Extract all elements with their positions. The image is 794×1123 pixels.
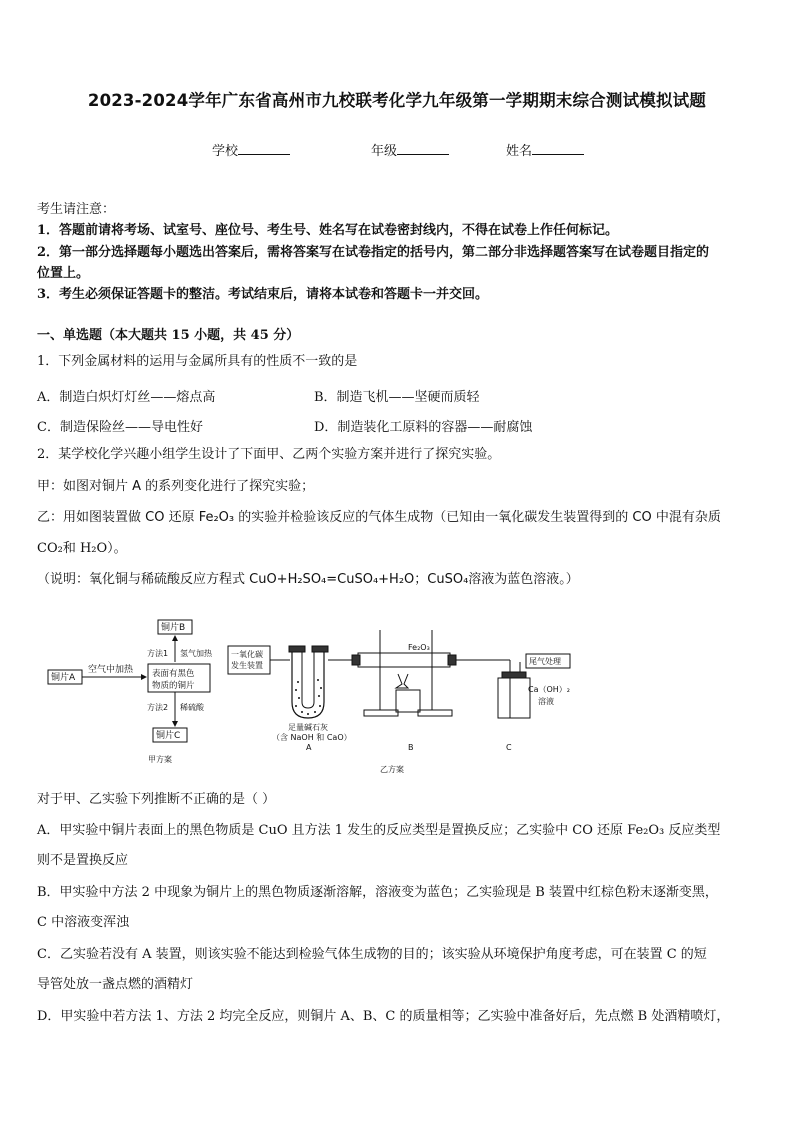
experiment-figure [40, 606, 580, 782]
limewater-bottle [498, 678, 530, 718]
co-generator-label-1: 一氧化碳 [231, 650, 263, 659]
soda-lime-label-1: 足量碱石灰 [288, 723, 328, 732]
notice-heading: 考生请注意： [37, 202, 116, 217]
reaction-tube-b [358, 653, 450, 667]
q1-option-c: C．制造保险丝——导电性好 [37, 420, 203, 435]
q2-option-d-1: D．甲实验中若方法 1、方法 2 均完全反应，则铜片 A、B、C 的质量相等；乙实验中准备好后，先点燃 B 处酒精喷灯， [37, 1009, 730, 1024]
method2-label: 方法2 [147, 703, 169, 712]
exam-title: 2023-2024学年广东省高州市九校联考化学九年级第一学期期末综合测试模拟试题 [87, 91, 707, 110]
apparatus-b-label: B [408, 743, 414, 752]
name-field [506, 140, 584, 159]
notice-item-2-cont: 位置上。 [37, 266, 90, 281]
q2-question: 对于甲、乙实验下列推断不正确的是（ ） [37, 792, 276, 807]
yi-caption: 乙方案 [380, 765, 404, 774]
q2-stem: 2．某学校化学兴趣小组学生设计了下面甲、乙两个实验方案并进行了探究实验。 [37, 447, 501, 462]
name-blank[interactable] [532, 142, 584, 155]
q1-option-a: A．制造白炽灯灯丝——熔点高 [37, 390, 216, 405]
air-heat-label: 空气中加热 [88, 665, 134, 675]
q2-yi-2: CO₂和 H₂O）。 [37, 541, 127, 556]
q2-option-a-1: A．甲实验中铜片表面上的黑色物质是 CuO 且方法 1 发生的反应类型是置换反应；乙实验中 CO 还原 Fe₂O₃ 反应类型 [37, 823, 721, 838]
school-label: 学校 [212, 144, 239, 159]
alcohol-burner [396, 690, 420, 712]
copper-b-label: 铜片B [161, 623, 186, 633]
section-heading: 一、单选题（本大题共 15 小题，共 45 分） [37, 328, 300, 343]
apparatus-a-label: A [306, 743, 312, 752]
name-label: 姓名 [506, 144, 533, 159]
q2-option-b-1: B．甲实验中方法 2 中现象为铜片上的黑色物质逐渐溶解，溶液变为蓝色；乙实验现是 B 装置中红棕色粉末逐渐变黑， [37, 885, 718, 900]
q1-option-d: D．制造装化工原料的容器——耐腐蚀 [314, 420, 533, 435]
q1-stem: 1．下列金属材料的运用与金属所具有的性质不一致的是 [37, 354, 358, 369]
dilute-acid-label: 稀硫酸 [180, 703, 204, 712]
black-copper-label-2: 物质的铜片 [152, 681, 195, 691]
soda-lime-fill [295, 679, 322, 715]
hydrogen-heat-label: 氢气加热 [180, 649, 212, 658]
q2-option-c-2: 导管处放一盏点燃的酒精灯 [37, 977, 194, 992]
copper-c-label: 铜片C [156, 731, 181, 741]
grade-blank[interactable] [397, 142, 449, 155]
notice-item-3: 3．考生必须保证答题卡的整洁。考试结束后，请将本试卷和答题卡一并交回。 [37, 287, 489, 302]
notice-item-1: 1．答题前请将考场、试室号、座位号、考生号、姓名写在试卷密封线内，不得在试卷上作任何标记。 [37, 223, 619, 238]
copper-a-label: 铜片A [51, 673, 76, 683]
q2-yi-1: 乙：用如图装置做 CO 还原 Fe₂O₃ 的实验并检验该反应的气体生成物（已知由一氧化碳发生装置得到的 CO 中混有杂质 [37, 510, 721, 525]
black-copper-label-1: 表面有黑色 [152, 669, 195, 679]
school-field [212, 140, 290, 159]
q2-option-c-1: C．乙实验若没有 A 装置，则该实验不能达到检验气体生成物的目的；该实验从环境保护角度考虑，可在装置 C 的短 [37, 947, 707, 962]
fe2o3-label: Fe₂O₃ [408, 643, 430, 652]
q2-option-b-2: C 中溶液变浑浊 [37, 915, 130, 930]
q2-note: （说明：氧化铜与稀硫酸反应方程式 CuO+H₂SO₄=CuSO₄+H₂O；CuSO₄溶液为蓝色溶液。） [37, 572, 579, 587]
soda-lime-label-2: （含 NaOH 和 CaO） [272, 733, 352, 742]
q2-option-a-2: 则不是置换反应 [37, 853, 129, 868]
burner-flame [396, 674, 408, 688]
notice-item-2: 2．第一部分选择题每小题选出答案后，需将答案写在试卷指定的括号内，第二部分非选择题答案写在试卷题目指定的 [37, 245, 710, 260]
co-generator-label-2: 发生装置 [231, 661, 263, 670]
method1-label: 方法1 [147, 649, 169, 658]
apparatus-c-label: C [506, 743, 512, 752]
q1-option-b: B．制造飞机——坚硬而质轻 [314, 390, 480, 405]
q2-jia: 甲：如图对铜片 A 的系列变化进行了探究实验； [37, 479, 315, 494]
grade-field [371, 140, 449, 159]
caoh2-label-1: Ca（OH）₂ [528, 685, 571, 694]
tail-gas-label: 尾气处理 [529, 657, 561, 666]
jia-caption: 甲方案 [148, 755, 172, 764]
grade-label: 年级 [371, 144, 398, 159]
school-blank[interactable] [238, 142, 290, 155]
caoh2-label-2: 溶液 [538, 697, 554, 706]
